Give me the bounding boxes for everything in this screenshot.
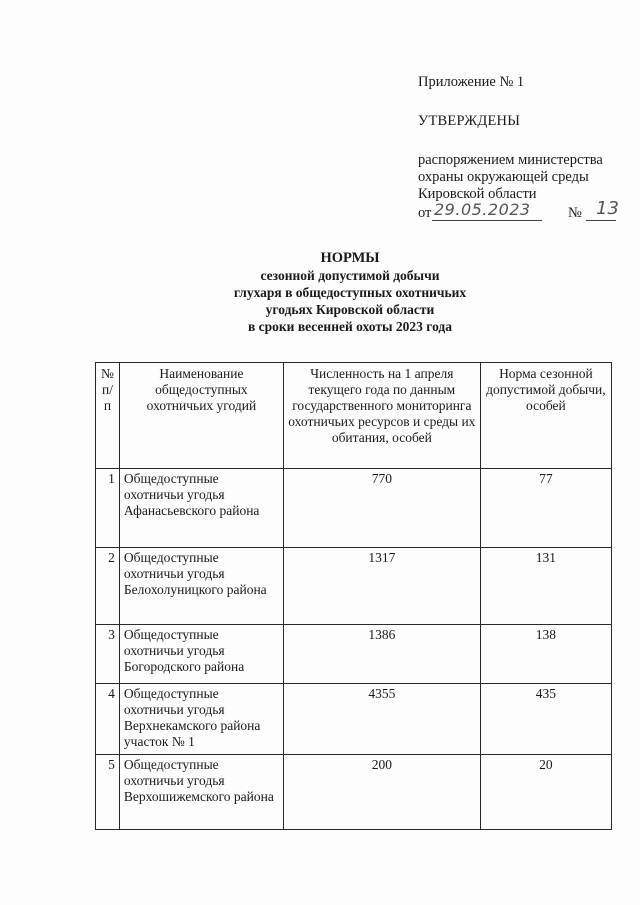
cell-name: Общедоступные охотничьи угодья Афанасьевского района bbox=[119, 469, 283, 548]
number-prefix: № bbox=[568, 205, 582, 221]
cell-count: 1317 bbox=[283, 548, 480, 625]
approval-block bbox=[418, 74, 633, 225]
order-line-1: распоряжением министерства bbox=[418, 152, 603, 168]
table-row bbox=[96, 548, 612, 625]
cell-norm: 20 bbox=[480, 755, 611, 830]
document-title bbox=[0, 250, 640, 335]
norms-table bbox=[95, 362, 612, 830]
cell-num: 1 bbox=[96, 469, 120, 548]
cell-count: 200 bbox=[283, 755, 480, 830]
table-row bbox=[96, 469, 612, 548]
table-row bbox=[96, 755, 612, 830]
order-line-2: охраны окружающей среды bbox=[418, 169, 589, 185]
header-num: № п/п bbox=[96, 363, 120, 469]
header-name: Наименование общедоступных охотничьих угодий bbox=[119, 363, 283, 469]
cell-count: 1386 bbox=[283, 625, 480, 684]
date-underline bbox=[432, 220, 542, 221]
cell-norm: 77 bbox=[480, 469, 611, 548]
cell-name: Общедоступные охотничьи угодья Верхошижемского района bbox=[119, 755, 283, 830]
handwritten-number: 13 bbox=[596, 198, 619, 219]
header-count: Численность на 1 апреля текущего года по данным государственного мониторинга охотничьих ресурсов и среды их обитания, особей bbox=[283, 363, 480, 469]
title-line-5: в сроки весенней охоты 2023 года bbox=[247, 319, 453, 334]
title-line-1: НОРМЫ bbox=[320, 250, 380, 266]
table-header-row bbox=[96, 363, 612, 469]
cell-num: 4 bbox=[96, 684, 120, 755]
cell-count: 770 bbox=[283, 469, 480, 548]
header-norm: Норма сезонной допустимой добычи, особей bbox=[480, 363, 611, 469]
order-line-3: Кировской области bbox=[418, 186, 537, 202]
date-number-row bbox=[418, 198, 633, 225]
cell-name: Общедоступные охотничьи угодья Верхнекамского района участок № 1 bbox=[119, 684, 283, 755]
table-row bbox=[96, 625, 612, 684]
cell-num: 3 bbox=[96, 625, 120, 684]
cell-norm: 131 bbox=[480, 548, 611, 625]
cell-norm: 138 bbox=[480, 625, 611, 684]
date-prefix: от bbox=[418, 205, 432, 221]
approved-label: УТВЕРЖДЕНЫ bbox=[418, 113, 521, 129]
cell-num: 5 bbox=[96, 755, 120, 830]
cell-norm: 435 bbox=[480, 684, 611, 755]
title-line-2: сезонной допустимой добычи bbox=[260, 268, 440, 283]
number-underline bbox=[586, 220, 616, 221]
cell-count: 4355 bbox=[283, 684, 480, 755]
title-line-4: угодьях Кировской области bbox=[265, 302, 435, 317]
cell-name: Общедоступные охотничьи угодья Белохолуницкого района bbox=[119, 548, 283, 625]
handwritten-date: 29.05.2023 bbox=[434, 200, 531, 219]
cell-name: Общедоступные охотничьи угодья Богородского района bbox=[119, 625, 283, 684]
table-row bbox=[96, 684, 612, 755]
cell-num: 2 bbox=[96, 548, 120, 625]
appendix-label: Приложение № 1 bbox=[418, 74, 525, 90]
title-line-3: глухаря в общедоступных охотничьих bbox=[233, 285, 467, 300]
